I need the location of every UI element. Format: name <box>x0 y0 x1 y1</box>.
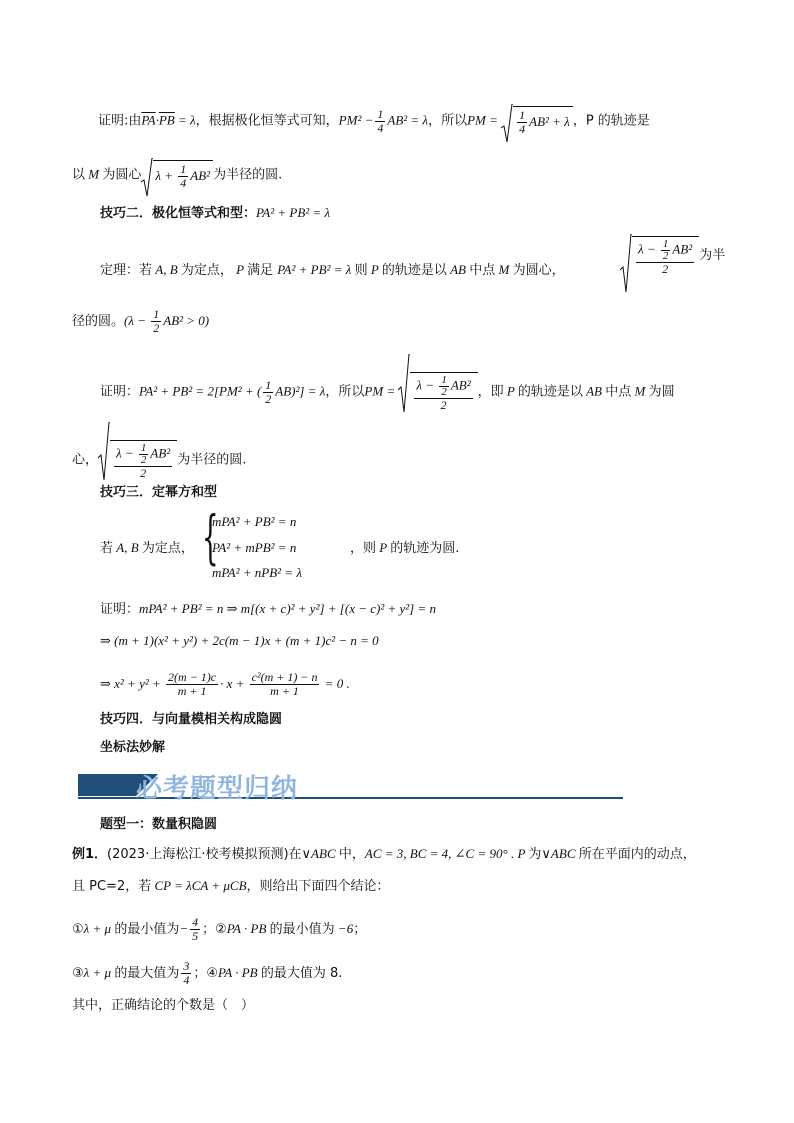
math-pa-dot-pb: $\overline{PA}\cdot\overline{PB} = \lambda$ <box>141 112 196 128</box>
proof1-line2-mid: 为圆心 <box>102 167 142 183</box>
proof3-lead: 证明： <box>100 602 140 617</box>
math-pm2-minus: PM² − <box>338 112 374 128</box>
proof1-mid2: ，所以 <box>428 113 468 129</box>
example1-question: 其中，正确结论的个数是（ ） <box>72 998 255 1013</box>
proof1-tail: ，P 的轨迹是 <box>572 113 650 129</box>
example1-label: 例1． <box>72 847 108 862</box>
proof1-lead: 证明:由 <box>98 113 142 129</box>
conclusion-3-marker: ③ <box>72 966 84 981</box>
tech3-lead: 若 <box>100 541 114 556</box>
type1-title: 题型一：数量积隐圆 <box>100 817 218 832</box>
section-heading <box>78 770 623 804</box>
example1-conclusion12: ①λ + μ 的最小值为− $\frac{4}{5}$ ；②PA · PB 的最小值为 −6； <box>72 915 367 943</box>
tech3-tail2: 的轨迹为圆. <box>390 541 460 556</box>
proof1-line1 <box>98 106 650 136</box>
proof2-line2-tail: 为半径的圆. <box>177 452 247 468</box>
tech3-tail: ，则 <box>350 541 377 556</box>
example1-source: (2023·上海松江·校考模拟预测)在 <box>107 847 302 862</box>
sqrt-lambda-quarter-ab2: λ + $\frac{1}{4}$ AB² <box>141 160 213 190</box>
theorem-end: 为半 <box>699 248 726 263</box>
tech2-formula: PA² + PB² = λ <box>256 205 331 220</box>
frac-1-4: $\frac{1}{4}$ <box>377 106 384 135</box>
proof2-tail4: 为圆 <box>648 384 675 400</box>
theorem-sqrt-block <box>620 236 725 276</box>
example1-tail: 所在平面内的动点， <box>578 847 696 862</box>
sqrt-proof2: λ − $\frac{1}{2}$ AB² 2 <box>398 372 477 412</box>
tech3-mid: 为定点， <box>141 541 194 556</box>
proof2-line2-pre: 心， <box>72 452 99 468</box>
theorem-tail: 的轨迹是以 <box>381 263 447 278</box>
conclusion-1-text: 的最小值为 <box>114 922 180 937</box>
proof1-line2-tail: 为半径的圆. <box>213 167 283 183</box>
proof3-line2: ⇒ (m + 1)(x² + y²) + 2c(m − 1)x + (m + 1)c² − n = 0 <box>100 633 379 648</box>
system-brace: { <box>202 503 219 571</box>
proof2-mid: ，所以 <box>325 384 365 400</box>
example1-line2-tail: ，则给出下面四个结论： <box>246 879 390 894</box>
sqrt-theorem: λ − $\frac{1}{2}$ AB² 2 <box>620 236 699 276</box>
heading-bar <box>78 774 136 796</box>
proof2-tail: ，即 <box>477 384 504 400</box>
system-eq1: mPA² + PB² = n <box>212 514 297 529</box>
conclusion-2-marker: ；② <box>202 922 227 937</box>
conclusion-4-text: 的最大值为 8. <box>260 966 343 981</box>
example1-conclusion34: ③λ + μ 的最大值为 $\frac{3}{4}$ ；④PA · PB 的最大值为 8. <box>72 959 343 987</box>
proof2-tail3: 中点 <box>605 384 632 400</box>
tech4-sub: 坐标法妙解 <box>100 740 166 755</box>
tech3-title: 技巧三．定幂方和型 <box>100 485 218 500</box>
sqrt-quarter-ab2-lambda: $\frac{1}{4}$ AB² + λ <box>501 106 573 136</box>
tech2-title-line <box>100 203 330 224</box>
theorem-mid: 为定点， <box>180 263 233 278</box>
system-eq2: PA² + mPB² = n <box>212 540 297 555</box>
tech3-tail-line: ，则 P 的轨迹为圆. <box>350 540 460 556</box>
proof1-line2: 以 M 为圆心 λ + $\frac{1}{4}$ AB² 为半径的圆. <box>72 160 282 190</box>
proof3-line1: 证明：mPA² + PB² = n ⇒ m[(x + c)² + y²] + [(x − c)² + y²] = n <box>100 601 437 617</box>
theorem-line1: 定理：若 A, B 为定点， P 满足 PA² + PB² = λ 则 P 的轨迹是以 AB 中点 M 为圆心， <box>100 262 565 278</box>
conclusion-4-marker: ；④ <box>193 966 219 981</box>
proof2-line2 <box>72 440 246 480</box>
example1-line1: 例1．(2023·上海松江·校考模拟预测)在∨ABC 中，AC = 3, BC = 4, ∠C = 90° . P 为∨ABC 所在平面内的动点， <box>72 846 696 862</box>
conclusion-2-text: 的最小值为 <box>269 922 335 937</box>
proof1-line2-pre: 以 <box>72 167 86 183</box>
conclusion-3-text: 的最大值为 <box>114 966 180 981</box>
math-ab2-eq: AB² = λ <box>387 112 429 128</box>
proof2-tail2: 的轨迹是以 <box>517 384 583 400</box>
example1-line2: 且 PC=2，若 CP = λCA + μCB，则给出下面四个结论： <box>72 878 390 894</box>
theorem-tail2: 中点 <box>469 263 496 278</box>
system-eq3: mPA² + nPB² = λ <box>212 565 302 580</box>
theorem-line2: 径的圆。 <box>72 314 125 329</box>
proof3-line3: ⇒ x² + y² + $\frac{2(m - 1)c}{m + 1}$ · x + $\frac{\text{c²(m + 1) − n}}{m + 1}$ = 0 . <box>100 670 350 698</box>
proof1-mid1: ，根据极化恒等式可知， <box>195 113 339 129</box>
math-pm-eq: PM = <box>467 112 502 128</box>
theorem-cond-tail: 则 <box>354 263 368 278</box>
section-title: 必考题型归纳 <box>136 774 299 804</box>
proof2-lead: 证明： <box>100 384 140 400</box>
tech2-title: 技巧二．极化恒等式和型： <box>100 206 257 221</box>
theorem-line2: 径的圆。(λ − $\frac{1}{2}$ AB² > 0) <box>72 307 210 335</box>
conclusion-1-marker: ① <box>72 922 84 937</box>
sqrt-proof2b: λ − $\frac{1}{2}$ AB² 2 <box>98 440 177 480</box>
theorem-tail3: 为圆心， <box>512 263 565 278</box>
example1-line2-pre: 且 PC=2，若 <box>72 879 152 894</box>
tech4-title: 技巧四．与向量模相关构成隐圆 <box>100 712 283 727</box>
theorem-lead: 定理：若 <box>100 263 153 278</box>
tech3-line: 若 A, B 为定点， <box>100 540 194 556</box>
proof2-line1: 证明：PA² + PB² = 2[PM² + ( $\frac{1}{2}$ AB)²] = λ，所以PM = λ − $\frac{1}{2}$ AB² 2 ，即 P 的轨迹是以 AB 中点 M 为圆 <box>100 372 675 412</box>
